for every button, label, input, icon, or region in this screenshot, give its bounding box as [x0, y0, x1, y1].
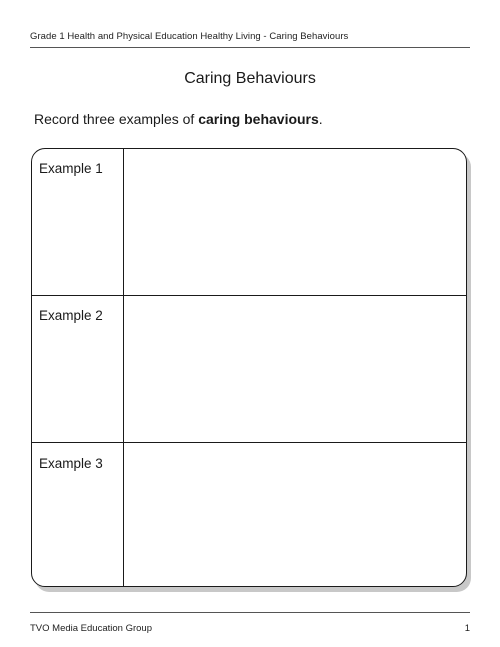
- page-title: Caring Behaviours: [184, 70, 316, 87]
- instruction-suffix: .: [318, 111, 323, 127]
- instruction-text: [34, 111, 323, 127]
- footer-divider: [30, 612, 470, 613]
- instruction-prefix: Record three examples of: [34, 111, 199, 127]
- row-label-example-3: Example 3: [39, 456, 103, 471]
- row-label-example-2: Example 2: [39, 308, 103, 323]
- header-divider: [30, 47, 470, 48]
- examples-table: [31, 148, 467, 587]
- header-course-title: Grade 1 Health and Physical Education Healthy Living - Caring Behaviours: [30, 31, 349, 42]
- row-label-example-1: Example 1: [39, 161, 103, 176]
- answer-cell-example-3[interactable]: [124, 443, 466, 586]
- answer-cell-example-2[interactable]: [124, 296, 466, 442]
- footer-publisher: TVO Media Education Group: [30, 623, 152, 634]
- instruction-emphasis: caring behaviours: [198, 111, 319, 127]
- page-number: 1: [464, 623, 470, 634]
- answer-cell-example-1[interactable]: [124, 149, 466, 295]
